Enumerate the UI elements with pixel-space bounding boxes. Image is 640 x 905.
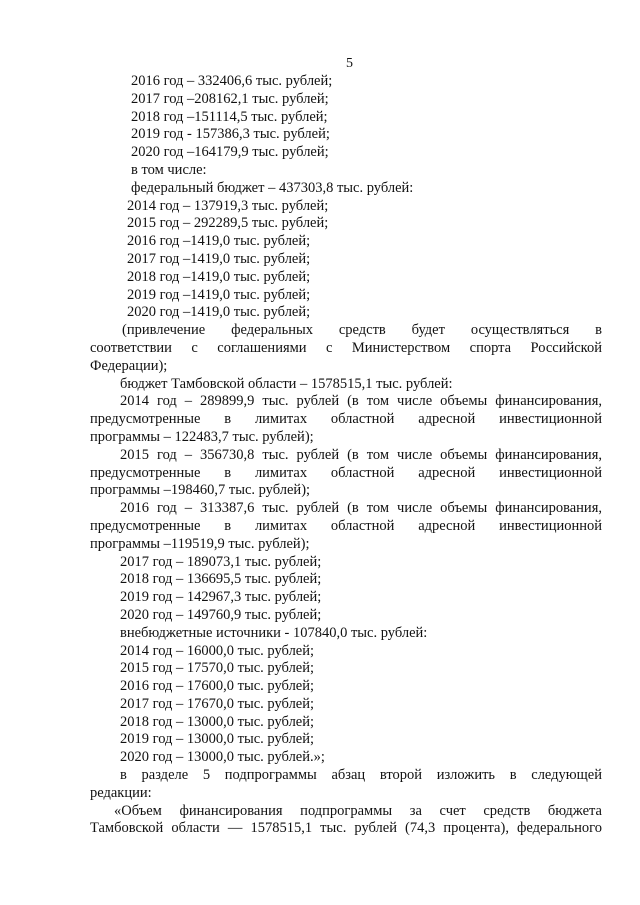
text-line: 2019 год – 13000,0 тыс. рублей; bbox=[120, 731, 315, 748]
text-line: 2019 год – 142967,3 тыс. рублей; bbox=[120, 589, 322, 606]
text-line: федеральный бюджет – 437303,8 тыс. рублей: bbox=[131, 179, 414, 196]
quote-line: «Объем финансирования подпрограммы за счет средств бюджета bbox=[114, 802, 602, 819]
year-2015-line: программы –198460,7 тыс. рублей); bbox=[90, 482, 311, 499]
text-line: 2020 год – 13000,0 тыс. рублей.»; bbox=[120, 749, 325, 766]
year-2015-line: 2015 год – 356730,8 тыс. рублей (в том числе объемы финансирования, bbox=[120, 446, 602, 463]
text-line: 2019 год –1419,0 тыс. рублей; bbox=[127, 286, 311, 303]
text-line: 2018 год –151114,5 тыс. рублей; bbox=[131, 108, 328, 125]
section5-line: в разделе 5 подпрограммы абзац второй изложить в следующей bbox=[120, 767, 602, 784]
quote-line: Тамбовской области — 1578515,1 тыс. рублей (74,3 процента), федерального bbox=[90, 820, 602, 837]
text-line: 2016 год – 332406,6 тыс. рублей; bbox=[131, 73, 333, 89]
text-line: 2017 год –1419,0 тыс. рублей; bbox=[127, 250, 311, 267]
year-2016-line: программы –119519,9 тыс. рублей); bbox=[90, 535, 310, 552]
text-line: 2020 год –1419,0 тыс. рублей; bbox=[127, 304, 311, 321]
year-2015-line: предусмотренные в лимитах областной адресной инвестиционной bbox=[90, 464, 602, 481]
federal-note-line: соответствии с соглашениями с Министерством спорта Российской bbox=[90, 339, 602, 356]
regional-budget-heading: бюджет Тамбовской области – 1578515,1 тыс. рублей: bbox=[120, 375, 453, 392]
text-line: 2014 год – 137919,3 тыс. рублей; bbox=[127, 197, 329, 214]
text-line: 2020 год –164179,9 тыс. рублей; bbox=[131, 144, 329, 161]
text-line: 2017 год – 17670,0 тыс. рублей; bbox=[120, 695, 315, 712]
text-line: 2018 год – 13000,0 тыс. рублей; bbox=[120, 713, 315, 730]
text-line: 2018 год – 136695,5 тыс. рублей; bbox=[120, 571, 322, 588]
text-line: внебюджетные источники - 107840,0 тыс. рублей: bbox=[120, 624, 428, 641]
text-line: 2014 год – 16000,0 тыс. рублей; bbox=[120, 642, 315, 659]
year-2014-line: 2014 год – 289899,9 тыс. рублей (в том числе объемы финансирования, bbox=[120, 393, 602, 410]
page-number: 5 bbox=[346, 56, 353, 71]
section5-line: редакции: bbox=[90, 784, 152, 801]
text-line: 2016 год –1419,0 тыс. рублей; bbox=[127, 233, 311, 250]
text-line: 2017 год – 189073,1 тыс. рублей; bbox=[120, 553, 322, 570]
text-line: 2019 год - 157386,3 тыс. рублей; bbox=[131, 126, 330, 143]
text-line: в том числе: bbox=[131, 161, 207, 178]
year-2014-line: программы – 122483,7 тыс. рублей); bbox=[90, 428, 314, 445]
federal-note-line: Федерации); bbox=[90, 357, 168, 374]
text-line: 2015 год – 17570,0 тыс. рублей; bbox=[120, 660, 315, 677]
year-2016-line: предусмотренные в лимитах областной адресной инвестиционной bbox=[90, 517, 602, 534]
federal-note-line: (привлечение федеральных средств будет осуществляться в bbox=[122, 322, 602, 339]
text-line: 2018 год –1419,0 тыс. рублей; bbox=[127, 268, 311, 285]
year-2014-line: предусмотренные в лимитах областной адресной инвестиционной bbox=[90, 411, 602, 428]
text-line: 2020 год – 149760,9 тыс. рублей; bbox=[120, 606, 322, 623]
text-line: 2017 год –208162,1 тыс. рублей; bbox=[131, 90, 329, 107]
text-line: 2015 год – 292289,5 тыс. рублей; bbox=[127, 215, 329, 232]
year-2016-line: 2016 год – 313387,6 тыс. рублей (в том числе объемы финансирования, bbox=[120, 500, 602, 517]
text-line: 2016 год – 17600,0 тыс. рублей; bbox=[120, 678, 315, 695]
document-body bbox=[90, 73, 602, 838]
